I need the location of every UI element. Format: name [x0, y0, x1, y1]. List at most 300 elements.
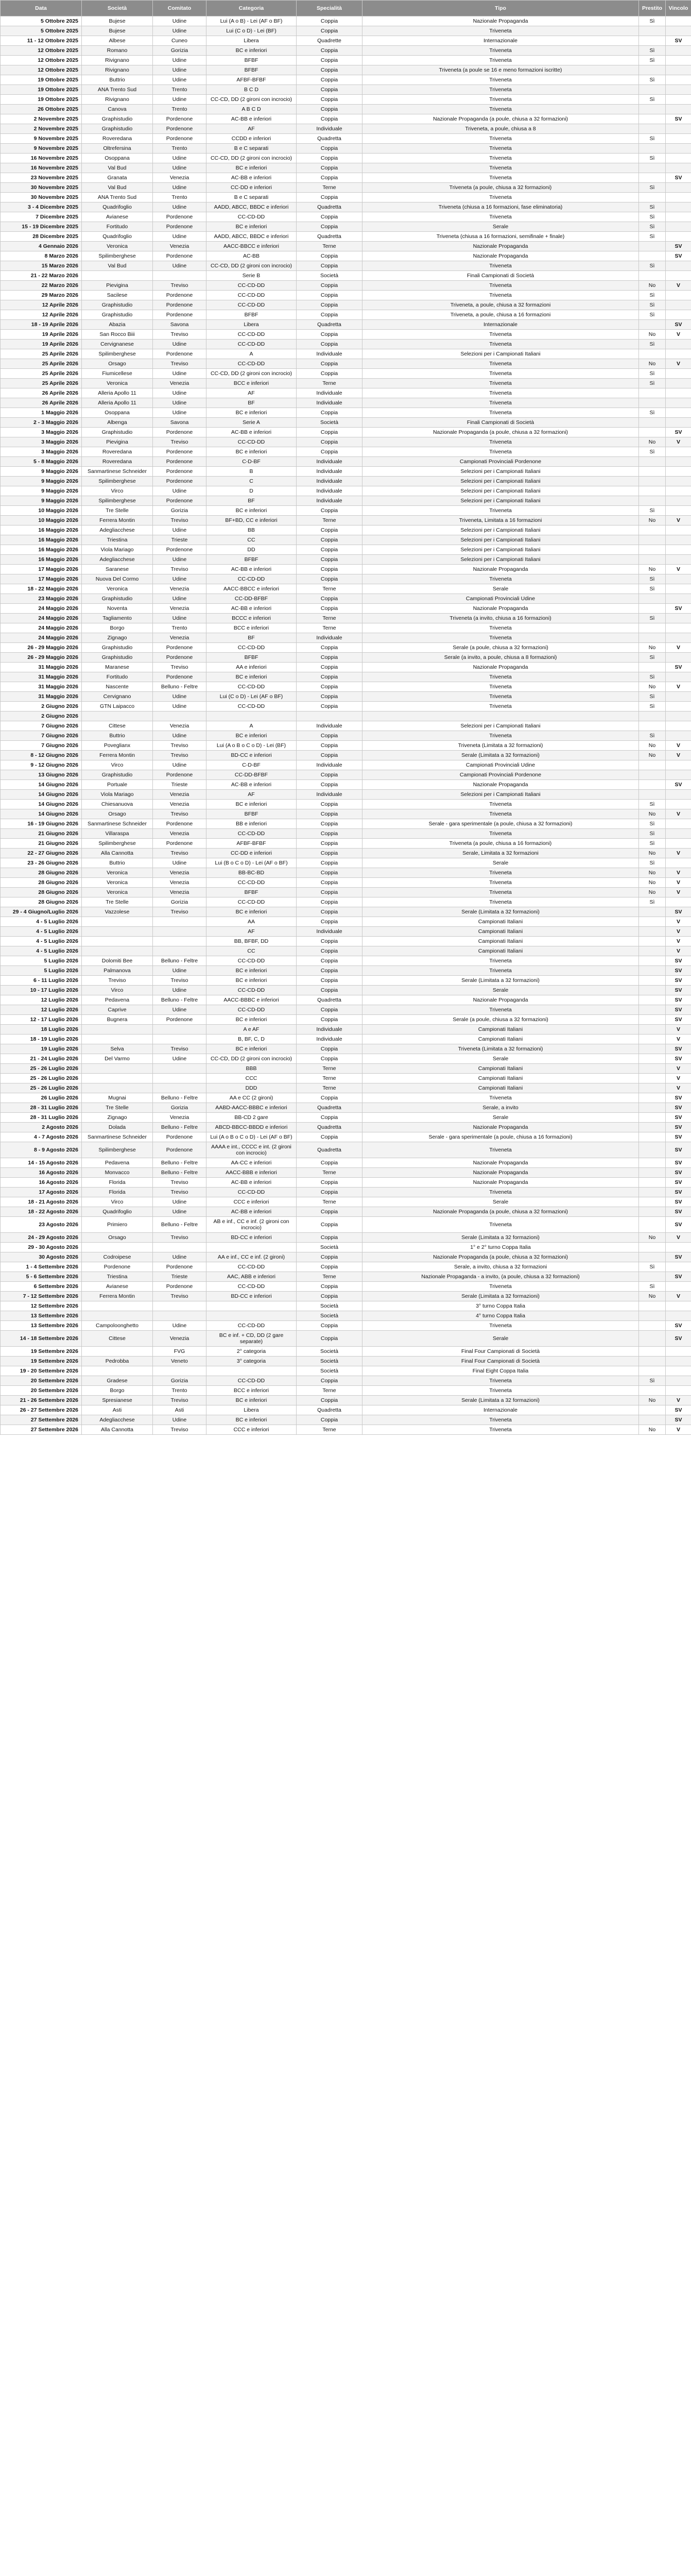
table-row [1, 1207, 691, 1217]
cell-prestito [639, 1044, 666, 1054]
cell-societa: Pedavena [82, 995, 153, 1005]
cell-categoria: DD [206, 545, 297, 555]
cell-data: 31 Maggio 2026 [1, 663, 82, 672]
cell-vincolo [666, 222, 691, 232]
cell-comitato: Pordenone [153, 134, 206, 144]
cell-prestito: Sì [639, 800, 666, 809]
cell-societa: Pievigina [82, 281, 153, 291]
cell-prestito [639, 1168, 666, 1178]
cell-tipo: Serale (a poule, chiusa a 32 formazioni) [362, 1015, 639, 1025]
cell-vincolo [666, 535, 691, 545]
cell-tipo: Selezioni per i Campionati Italiani [362, 790, 639, 800]
cell-comitato: Belluno - Feltre [153, 1093, 206, 1103]
cell-vincolo [666, 379, 691, 388]
cell-tipo: Triveneta (Limitata a 32 formazioni) [362, 1044, 639, 1054]
cell-comitato: Pordenone [153, 643, 206, 653]
cell-vincolo [666, 261, 691, 271]
cell-societa: Mugnai [82, 1093, 153, 1103]
cell-vincolo [666, 1311, 691, 1321]
cell-categoria: BBB [206, 1064, 297, 1074]
cell-categoria: AFBF-BFBF [206, 75, 297, 85]
cell-comitato: Udine [153, 388, 206, 398]
cell-vincolo [666, 614, 691, 623]
cell-prestito: No [639, 330, 666, 340]
table-row [1, 555, 691, 565]
cell-specialita: Terne [297, 614, 362, 623]
cell-categoria: CC-CD-DD [206, 300, 297, 310]
cell-societa: Roveredana [82, 457, 153, 467]
cell-prestito [639, 349, 666, 359]
cell-tipo: Campionati Italiani [362, 937, 639, 946]
cell-prestito: Sì [639, 340, 666, 349]
cell-societa: Nuova Del Cormo [82, 574, 153, 584]
cell-comitato: Asti [153, 1405, 206, 1415]
cell-tipo: Nazionale Propaganda (a poule, chiusa a 32 formazioni) [362, 428, 639, 437]
cell-specialita: Società [297, 1301, 362, 1311]
cell-data: 27 Settembre 2026 [1, 1415, 82, 1425]
cell-specialita: Individuale [297, 790, 362, 800]
cell-vincolo [666, 65, 691, 75]
cell-comitato: Udine [153, 56, 206, 65]
cell-vincolo: SV [666, 986, 691, 995]
cell-prestito [639, 937, 666, 946]
cell-specialita: Coppia [297, 800, 362, 809]
cell-societa [82, 711, 153, 721]
cell-tipo: Triveneta [362, 809, 639, 819]
cell-comitato: Udine [153, 555, 206, 565]
cell-societa: Alleria Apollo 11 [82, 388, 153, 398]
table-row [1, 623, 691, 633]
cell-categoria: AA e inferiori [206, 663, 297, 672]
cell-specialita: Coppia [297, 809, 362, 819]
cell-societa: Dolada [82, 1123, 153, 1132]
cell-comitato: Udine [153, 1005, 206, 1015]
cell-specialita: Coppia [297, 829, 362, 839]
cell-comitato: Venezia [153, 242, 206, 251]
cell-data: 28 Giugno 2026 [1, 868, 82, 878]
table-row [1, 731, 691, 741]
cell-prestito [639, 1103, 666, 1113]
cell-prestito: No [639, 888, 666, 897]
cell-societa: Abazia [82, 320, 153, 330]
cell-data: 21 Giugno 2026 [1, 829, 82, 839]
table-row [1, 134, 691, 144]
cell-tipo: Triveneta [362, 1005, 639, 1015]
cell-categoria: Lui (C o D) - Lei (BF) [206, 26, 297, 36]
cell-societa: Vazzolese [82, 907, 153, 917]
table-row [1, 1272, 691, 1282]
cell-vincolo [666, 477, 691, 486]
cell-specialita: Coppia [297, 888, 362, 897]
cell-data: 19 Ottobre 2025 [1, 85, 82, 95]
cell-tipo: Serale [362, 1331, 639, 1347]
cell-societa: Rivignano [82, 95, 153, 105]
cell-tipo: Triveneta [362, 163, 639, 173]
cell-data: 6 Settembre 2026 [1, 1282, 82, 1292]
cell-specialita: Coppia [297, 300, 362, 310]
cell-societa: Sacilese [82, 291, 153, 300]
table-row [1, 56, 691, 65]
table-row [1, 310, 691, 320]
cell-societa: Spilimberghese [82, 839, 153, 849]
cell-categoria: AFBF-BFBF [206, 839, 297, 849]
cell-vincolo [666, 800, 691, 809]
cell-categoria: CC-CD-DD [206, 702, 297, 711]
cell-data: 15 - 19 Dicembre 2025 [1, 222, 82, 232]
cell-prestito [639, 1217, 666, 1233]
cell-comitato: Venezia [153, 379, 206, 388]
table-row [1, 1093, 691, 1103]
cell-specialita: Individuale [297, 398, 362, 408]
cell-tipo: Triveneta [362, 105, 639, 114]
cell-data: 18 - 21 Agosto 2026 [1, 1197, 82, 1207]
cell-societa [82, 937, 153, 946]
cell-vincolo: SV [666, 1405, 691, 1415]
cell-tipo: Serale [362, 986, 639, 995]
header-vincolo: Vincolo [666, 1, 691, 16]
table-row [1, 1074, 691, 1083]
cell-comitato: Pordenone [153, 477, 206, 486]
cell-categoria: CC-CD-DD [206, 437, 297, 447]
table-row [1, 1142, 691, 1158]
table-row [1, 379, 691, 388]
cell-societa: Florida [82, 1178, 153, 1188]
cell-categoria: BC e inferiori [206, 447, 297, 457]
cell-tipo: Triveneta [362, 829, 639, 839]
cell-prestito [639, 623, 666, 633]
cell-categoria: B e C separati [206, 193, 297, 202]
cell-prestito: Sì [639, 16, 666, 26]
cell-vincolo: SV [666, 995, 691, 1005]
cell-prestito: No [639, 1292, 666, 1301]
cell-categoria: BC e inferiori [206, 222, 297, 232]
cell-specialita: Coppia [297, 173, 362, 183]
cell-categoria: BC e inferiori [206, 731, 297, 741]
cell-categoria: CC-CD, DD (2 gironi con incrocio) [206, 154, 297, 163]
cell-tipo: Triveneta (Limitata a 32 formazioni) [362, 741, 639, 751]
cell-specialita: Coppia [297, 56, 362, 65]
cell-specialita: Società [297, 1311, 362, 1321]
table-row [1, 1217, 691, 1233]
cell-data: 16 Maggio 2026 [1, 545, 82, 555]
cell-data: 30 Novembre 2025 [1, 193, 82, 202]
cell-categoria: C-D-BF [206, 760, 297, 770]
table-row [1, 741, 691, 751]
cell-comitato: Udine [153, 731, 206, 741]
cell-societa: Orsago [82, 1233, 153, 1243]
cell-tipo: Final Eight Coppa Italia [362, 1366, 639, 1376]
cell-tipo: Serale (a invito, a poule, chiusa a 8 formazioni) [362, 653, 639, 663]
cell-societa: Pievigina [82, 437, 153, 447]
cell-data: 30 Novembre 2025 [1, 183, 82, 193]
cell-tipo: Serale, a invito, chiusa a 32 formazioni [362, 1262, 639, 1272]
cell-tipo: Selezioni per i Campionati Italiani [362, 496, 639, 506]
cell-specialita: Terne [297, 242, 362, 251]
cell-societa [82, 917, 153, 927]
table-row [1, 937, 691, 946]
cell-tipo: Selezioni per i Campionati Italiani [362, 721, 639, 731]
table-row [1, 232, 691, 242]
cell-data: 5 Luglio 2026 [1, 966, 82, 976]
cell-societa: Virco [82, 1197, 153, 1207]
cell-vincolo: V [666, 1083, 691, 1093]
cell-specialita: Coppia [297, 672, 362, 682]
cell-vincolo [666, 653, 691, 663]
cell-comitato: Pordenone [153, 467, 206, 477]
table-row [1, 1025, 691, 1035]
cell-prestito [639, 604, 666, 614]
cell-data: 19 Ottobre 2025 [1, 95, 82, 105]
cell-data: 14 - 15 Agosto 2026 [1, 1158, 82, 1168]
cell-vincolo [666, 790, 691, 800]
cell-tipo: Campionati Italiani [362, 1074, 639, 1083]
cell-societa: Fortitudo [82, 222, 153, 232]
cell-categoria: A B C D [206, 105, 297, 114]
cell-vincolo [666, 496, 691, 506]
cell-vincolo [666, 144, 691, 154]
cell-specialita: Coppia [297, 565, 362, 574]
cell-specialita: Quadretta [297, 1405, 362, 1415]
cell-tipo: Triveneta [362, 408, 639, 418]
cell-data: 12 Aprile 2026 [1, 300, 82, 310]
cell-prestito [639, 907, 666, 917]
cell-tipo: Nazionale Propaganda [362, 663, 639, 672]
cell-categoria: AC-BB e inferiori [206, 604, 297, 614]
cell-prestito: Sì [639, 1282, 666, 1292]
cell-tipo: Triveneta [362, 46, 639, 56]
cell-prestito [639, 1197, 666, 1207]
cell-data: 9 - 12 Giugno 2026 [1, 760, 82, 770]
cell-data: 3 - 4 Dicembre 2025 [1, 202, 82, 212]
cell-categoria: BC e inferiori [206, 1015, 297, 1025]
cell-categoria: BFBF [206, 888, 297, 897]
cell-societa: Triestina [82, 535, 153, 545]
cell-specialita: Terne [297, 1083, 362, 1093]
cell-data: 12 Luglio 2026 [1, 1005, 82, 1015]
cell-specialita: Terne [297, 1425, 362, 1435]
cell-categoria: BC e inferiori [206, 46, 297, 56]
cell-societa: Osoppana [82, 408, 153, 418]
cell-categoria: AC-BB e inferiori [206, 114, 297, 124]
cell-specialita: Coppia [297, 839, 362, 849]
cell-vincolo [666, 232, 691, 242]
cell-tipo: Triveneta [362, 1415, 639, 1425]
cell-comitato [153, 1301, 206, 1311]
table-row [1, 751, 691, 760]
cell-data: 7 Dicembre 2025 [1, 212, 82, 222]
cell-categoria: CC-CD-DD [206, 359, 297, 369]
cell-societa: Veronica [82, 878, 153, 888]
cell-societa: Alla Cannotta [82, 849, 153, 858]
cell-categoria: AF [206, 124, 297, 134]
cell-categoria: CC [206, 535, 297, 545]
cell-societa: Treviso [82, 976, 153, 986]
cell-data: 13 Settembre 2026 [1, 1311, 82, 1321]
cell-specialita: Coppia [297, 878, 362, 888]
table-row [1, 672, 691, 682]
cell-specialita: Coppia [297, 917, 362, 927]
cell-data: 17 Agosto 2026 [1, 1188, 82, 1197]
cell-vincolo: SV [666, 1272, 691, 1282]
cell-vincolo: V [666, 1025, 691, 1035]
cell-prestito [639, 956, 666, 966]
cell-specialita: Coppia [297, 819, 362, 829]
cell-data: 26 Ottobre 2025 [1, 105, 82, 114]
cell-comitato: Udine [153, 594, 206, 604]
cell-specialita: Terne [297, 584, 362, 594]
cell-prestito: Sì [639, 310, 666, 320]
cell-data: 26 Aprile 2026 [1, 388, 82, 398]
cell-societa: Graphistudio [82, 310, 153, 320]
header-data: Data [1, 1, 82, 16]
cell-vincolo: V [666, 565, 691, 574]
cell-comitato: Pordenone [153, 291, 206, 300]
cell-data: 12 Settembre 2026 [1, 1301, 82, 1311]
cell-comitato: Treviso [153, 1044, 206, 1054]
cell-categoria: BFBF [206, 310, 297, 320]
cell-societa: Viola Mariago [82, 545, 153, 555]
cell-prestito [639, 496, 666, 506]
cell-societa: Spilimberghese [82, 477, 153, 486]
cell-prestito [639, 428, 666, 437]
cell-comitato [153, 1035, 206, 1044]
cell-prestito: Sì [639, 653, 666, 663]
cell-prestito: No [639, 809, 666, 819]
cell-specialita: Coppia [297, 574, 362, 584]
cell-comitato: Trento [153, 1386, 206, 1396]
cell-categoria: AACC-BBB e inferiori [206, 1168, 297, 1178]
cell-comitato [153, 1064, 206, 1074]
cell-tipo: Triveneta [362, 281, 639, 291]
cell-specialita: Coppia [297, 154, 362, 163]
cell-tipo: Serale [362, 222, 639, 232]
cell-data: 26 - 29 Maggio 2026 [1, 653, 82, 663]
cell-prestito: Sì [639, 154, 666, 163]
table-row [1, 721, 691, 731]
cell-categoria: Lui (B o C o D) - Lei (AF o BF) [206, 858, 297, 868]
cell-tipo: Triveneta [362, 359, 639, 369]
cell-societa [82, 1301, 153, 1311]
cell-categoria: CC-CD-DD [206, 878, 297, 888]
cell-tipo: Triveneta [362, 731, 639, 741]
cell-vincolo: V [666, 281, 691, 291]
cell-societa: Pordenone [82, 1262, 153, 1272]
cell-categoria: AACC-BBBC e inferiori [206, 995, 297, 1005]
cell-specialita: Coppia [297, 1158, 362, 1168]
cell-prestito [639, 1386, 666, 1396]
cell-categoria: AC-BB e inferiori [206, 565, 297, 574]
cell-vincolo: V [666, 437, 691, 447]
cell-vincolo [666, 1262, 691, 1272]
cell-vincolo [666, 369, 691, 379]
cell-tipo: Triveneta [362, 1386, 639, 1396]
cell-societa: Buttrio [82, 731, 153, 741]
cell-vincolo: SV [666, 1321, 691, 1331]
cell-societa: Campoloonghetto [82, 1321, 153, 1331]
table-row [1, 1282, 691, 1292]
table-row [1, 653, 691, 663]
cell-prestito: Sì [639, 829, 666, 839]
cell-vincolo [666, 457, 691, 467]
cell-societa: Cittese [82, 1331, 153, 1347]
cell-specialita: Coppia [297, 976, 362, 986]
cell-prestito [639, 545, 666, 555]
cell-specialita: Coppia [297, 26, 362, 36]
cell-categoria: AC-BB e inferiori [206, 780, 297, 790]
cell-societa: Oltrefersina [82, 144, 153, 154]
cell-societa: Tre Stelle [82, 897, 153, 907]
cell-data: 5 - 6 Settembre 2026 [1, 1272, 82, 1282]
cell-tipo: Internazionale [362, 1405, 639, 1415]
cell-prestito [639, 927, 666, 937]
cell-societa [82, 1035, 153, 1044]
cell-data: 12 Ottobre 2025 [1, 56, 82, 65]
table-row [1, 349, 691, 359]
cell-societa: Maranese [82, 663, 153, 672]
cell-vincolo [666, 163, 691, 173]
cell-categoria: BC e inferiori [206, 966, 297, 976]
table-row [1, 809, 691, 819]
cell-data: 16 Agosto 2026 [1, 1178, 82, 1188]
cell-societa: Albese [82, 36, 153, 46]
cell-data: 5 - 8 Maggio 2026 [1, 457, 82, 467]
cell-specialita: Coppia [297, 966, 362, 976]
cell-data: 16 - 19 Giugno 2026 [1, 819, 82, 829]
cell-specialita: Società [297, 418, 362, 428]
table-row [1, 291, 691, 300]
cell-data: 31 Maggio 2026 [1, 682, 82, 692]
cell-specialita: Coppia [297, 770, 362, 780]
cell-tipo: Nazionale Propaganda [362, 1178, 639, 1188]
cell-prestito [639, 721, 666, 731]
cell-vincolo [666, 1376, 691, 1386]
cell-categoria: BC e inferiori [206, 976, 297, 986]
table-row [1, 398, 691, 408]
cell-data: 24 Maggio 2026 [1, 614, 82, 623]
cell-specialita: Coppia [297, 437, 362, 447]
cell-data: 4 - 5 Luglio 2026 [1, 927, 82, 937]
cell-data: 4 Gennaio 2026 [1, 242, 82, 251]
cell-categoria: AAC, ABB e inferiori [206, 1272, 297, 1282]
cell-vincolo: V [666, 868, 691, 878]
table-row [1, 565, 691, 574]
cell-prestito [639, 173, 666, 183]
cell-societa [82, 1311, 153, 1321]
cell-vincolo [666, 300, 691, 310]
cell-tipo: Nazionale Propaganda (a poule, chiusa a 32 formazioni) [362, 1207, 639, 1217]
table-row [1, 46, 691, 56]
cell-categoria: 2° categoria [206, 1347, 297, 1357]
cell-prestito [639, 780, 666, 790]
cell-data: 1 - 4 Settembre 2026 [1, 1262, 82, 1272]
table-row [1, 790, 691, 800]
cell-categoria: AC-BB [206, 251, 297, 261]
cell-specialita: Individuale [297, 1025, 362, 1035]
cell-comitato: Udine [153, 1207, 206, 1217]
cell-specialita: Coppia [297, 937, 362, 946]
cell-societa: Graphistudio [82, 643, 153, 653]
table-row [1, 124, 691, 134]
cell-specialita: Terne [297, 1064, 362, 1074]
cell-comitato: Udine [153, 398, 206, 408]
cell-comitato: Pordenone [153, 428, 206, 437]
cell-categoria: CC-CD-DD [206, 643, 297, 653]
cell-comitato [153, 1366, 206, 1376]
cell-prestito [639, 986, 666, 995]
cell-societa: Romano [82, 46, 153, 56]
cell-prestito: Sì [639, 614, 666, 623]
cell-prestito: Sì [639, 291, 666, 300]
